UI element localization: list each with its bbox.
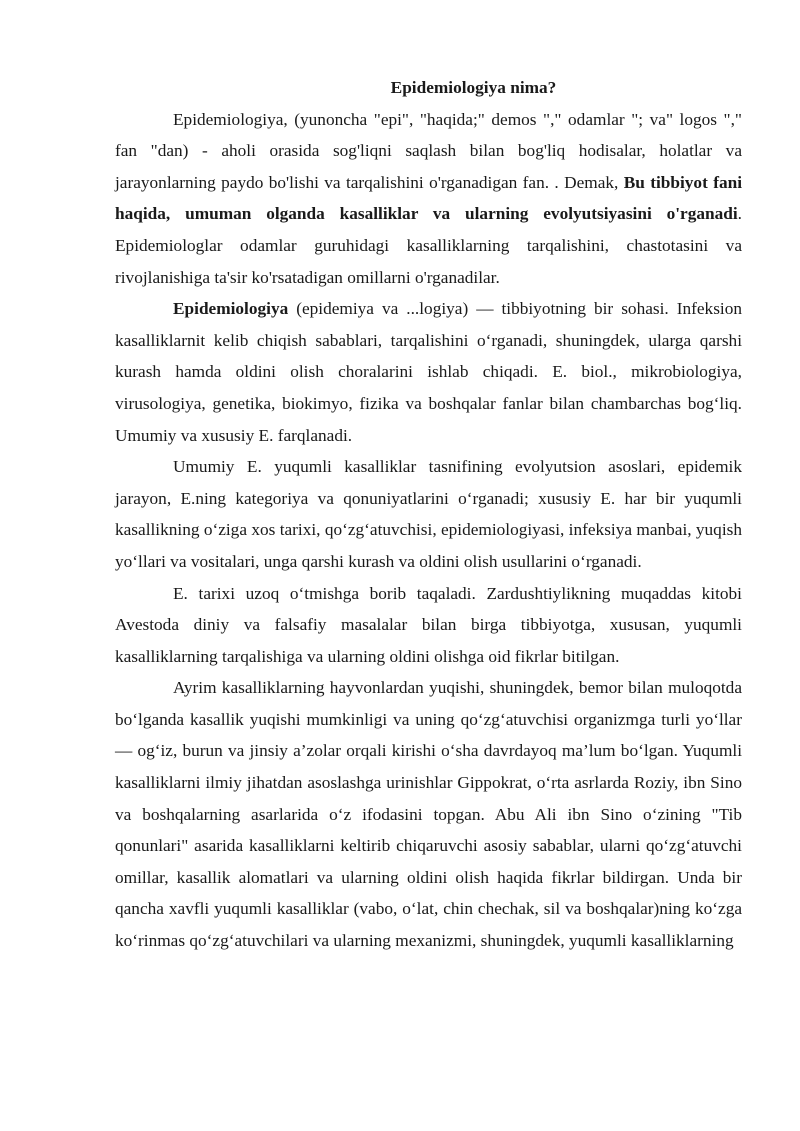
paragraph-1-bold: Bu tibbiyot fani haqida, umuman olganda kasalliklar va ularning evolyutsiyasini o'rganadi: [115, 172, 743, 224]
paragraph-2-text: (epidemiya va ...logiya) — tibbiyotning bir sohasi. Infeksion kasalliklarnit kelib chiqish sabablari, tarqalishini oʻrganadi, shuningdek, ularga qarshi kurash hamda oldini olish choralarini ishlab chiqadi. E. biol., mikrobiologiya, virusologiya, genetika, biokimyo, fizika va boshqalar fanlar bilan chambarchas bogʻliq. Umumiy va xususiy E. farqlanadi.: [115, 299, 742, 445]
paragraph-1: [115, 104, 742, 294]
paragraph-2: [115, 293, 742, 451]
title-container: [115, 72, 742, 104]
paragraph-5: Ayrim kasalliklarning hayvonlardan yuqishi, shuningdek, bemor bilan muloqotda boʻlganda kasallik yuqishi mumkinligi va uning qoʻzgʻatuvchisi organizmga turli yoʻllar — ogʻiz, burun va jinsiy a’zolar orqali kirishi oʻsha davrdayoq ma’lum boʻlgan. Yuqumli kasalliklarni ilmiy jihatdan asoslashga urinishlar Gippokrat, oʻrta asrlarda Roziy, ibn Sino va boshqalarning asarlarida oʻz ifodasini topgan. Abu Ali ibn Sino oʻzining "Tib qonunlari" asarida kasalliklarni keltirib chiqaruvchi asosiy sabablar, ularni qoʻzgʻatuvchi omillar, kasallik alomatlari va ularning oldini olish haqida fikrlar bildirgan. Unda bir qancha xavfli yuqumli kasalliklar (vabo, oʻlat, chin chechak, sil va boshqalar)ning koʻzga koʻrinmas qoʻzgʻatuvchilari va ularning mexanizmi, shuningdek, yuqumli kasalliklarning: [115, 678, 742, 951]
paragraph-1-text-a: Epidemiologiya, (yunoncha "epi", "haqida;" demos "," odamlar "; va" logos "," fan "dan) - aholi orasida sog'liqni saqlash bilan bog'liq hodisalar, holatlar va jarayonlarning paydo bo'lishi va tarqalishini o'rganadigan fan. . Demak,: [115, 109, 742, 192]
document-body: [115, 72, 742, 957]
paragraph-2-term: Epidemiologiya: [173, 299, 289, 319]
paragraph-4: E. tarixi uzoq oʻtmishga borib taqaladi. Zardushtiylikning muqaddas kitobi Avestoda diniy va falsafiy masalalar bilan birga tibbiyotga, xususan, yuqumli kasalliklarning tarqalishiga va ularning oldini olishga oid fikrlar bitilgan.: [115, 583, 742, 666]
page-title: Epidemiologiya nima?: [390, 78, 557, 97]
paragraph-1-text-b: . Epidemiologlar odamlar guruhidagi kasalliklarning tarqalishini, chastotasini va rivojlanishiga ta'sir ko'rsatadigan omillarni o'rganadilar.: [115, 204, 742, 287]
paragraph-3: Umumiy E. yuqumli kasalliklar tasnifining evolyutsion asoslari, epidemik jarayon, E.ning kategoriya va qonuniyatlarini oʻrganadi; xususiy E. har bir yuqumli kasallikning oʻziga xos tarixi, qoʻzgʻatuvchisi, epidemiologiyasi, infeksiya manbai, yuqish yoʻllari va vositalari, unga qarshi kurash va oldini olish usullarini oʻrganadi.: [115, 457, 742, 571]
